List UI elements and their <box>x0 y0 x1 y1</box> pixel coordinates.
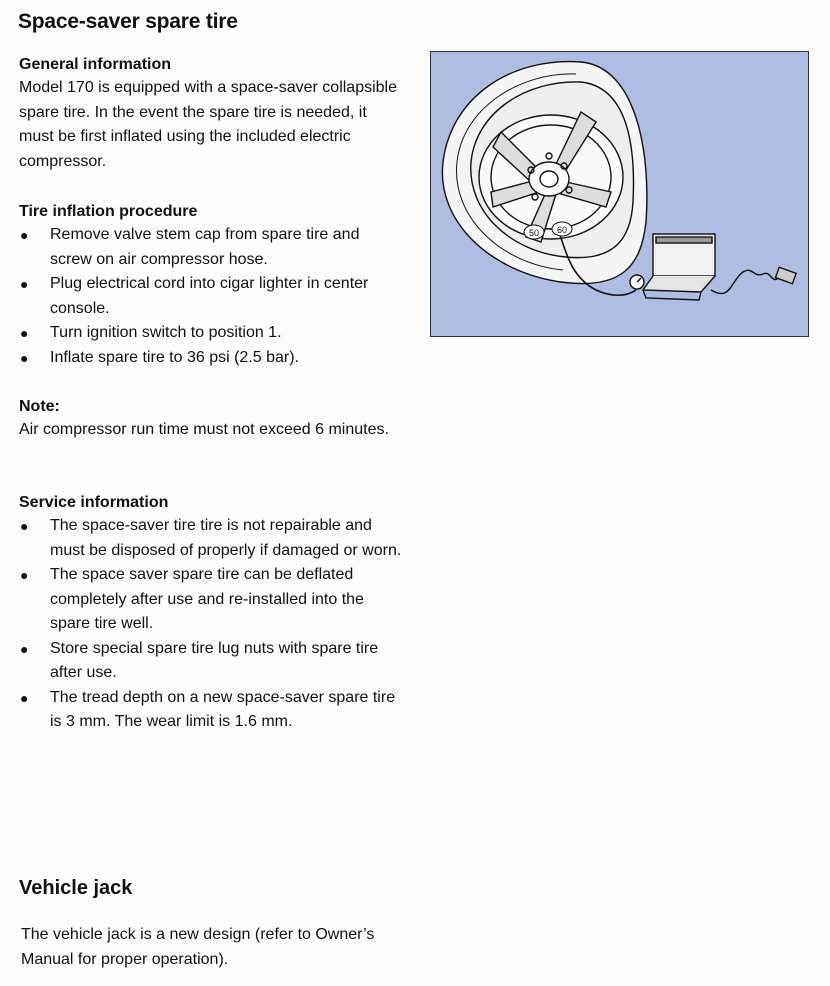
tire-inflation-heading: Tire inflation procedure <box>19 203 198 220</box>
list-item: ● Turn ignition switch to position 1. <box>19 321 404 346</box>
general-information-text: Model 170 is equipped with a space-saver collapsible spare tire. In the event the spare tire is needed, it must be first inflated using the included electric compressor. <box>19 79 397 170</box>
general-information-heading: General information <box>19 56 172 73</box>
list-item: ● Store special spare tire lug nuts with spare tire after use. <box>19 637 404 686</box>
list-item: ● Plug electrical cord into cigar lighter in center console. <box>19 272 404 321</box>
tire-label-60: 60 <box>556 225 568 235</box>
bullet-icon: ● <box>20 227 29 243</box>
cigar-plug <box>775 267 796 283</box>
list-item: ● The tread depth on a new space-saver spare tire is 3 mm. The wear limit is 1.6 mm. <box>19 686 404 735</box>
tire-inflation-section <box>19 201 404 370</box>
bullet-icon: ● <box>20 567 29 583</box>
list-item: ● Remove valve stem cap from spare tire and screw on air compressor hose. <box>19 223 404 272</box>
tire-inflation-list <box>19 223 404 370</box>
power-cord <box>711 270 779 293</box>
bullet-icon: ● <box>20 689 29 706</box>
bullet-icon: ● <box>20 276 29 292</box>
tire-label-50: 50 <box>528 228 540 238</box>
spare-tire-compressor-illustration <box>430 51 809 337</box>
list-item: ● The space saver spare tire can be deflated completely after use and re-installed into the spare tire well. <box>19 563 404 637</box>
bullet-icon: ● <box>20 640 29 657</box>
service-information-heading: Service information <box>19 494 169 511</box>
service-information-section <box>19 492 404 735</box>
bullet-icon: ● <box>20 325 29 341</box>
note-section <box>19 396 404 443</box>
vehicle-jack-text: The vehicle jack is a new design (refer to Owner’s Manual for proper operation). <box>21 926 375 968</box>
vehicle-jack-heading: Vehicle jack <box>19 877 133 899</box>
note-heading: Note: <box>19 398 60 415</box>
bullet-icon: ● <box>20 349 29 366</box>
wheel-hub <box>529 162 569 196</box>
note-text: Air compressor run time must not exceed 6 minutes. <box>19 421 389 438</box>
page-title: Space-saver spare tire <box>18 10 238 33</box>
list-item: ● Inflate spare tire to 36 psi (2.5 bar). <box>19 346 404 371</box>
general-information-section <box>19 54 404 174</box>
list-item: ● The space-saver tire tire is not repairable and must be disposed of properly if damaged or worn. <box>19 514 404 563</box>
illustration-drawing <box>431 52 807 335</box>
service-information-list <box>19 514 404 735</box>
bullet-icon: ● <box>20 518 29 534</box>
